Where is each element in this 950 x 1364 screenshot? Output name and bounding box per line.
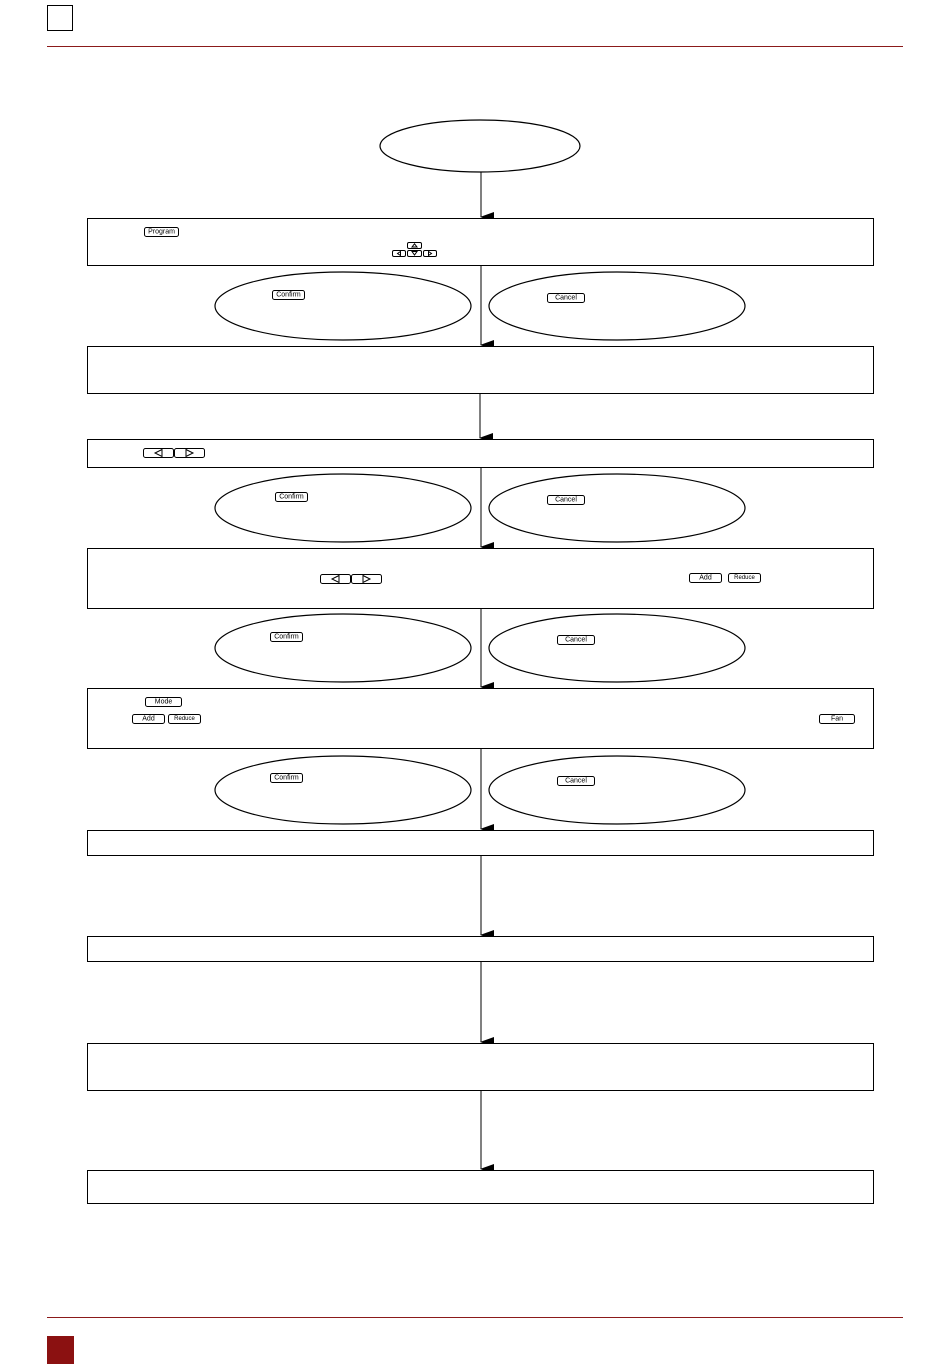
page-badge	[47, 1336, 74, 1364]
cancel-branch-oval-1	[489, 272, 745, 340]
confirm-button-1[interactable]	[273, 291, 305, 300]
confirm-button-3[interactable]	[271, 633, 303, 642]
step-box-6	[88, 831, 874, 856]
fan-button[interactable]	[820, 715, 855, 724]
cancel-branch-oval-3	[489, 614, 745, 682]
confirm-button-label: Confirm	[274, 774, 299, 782]
reduce-button-1[interactable]	[729, 574, 761, 583]
confirm-button-4[interactable]	[271, 774, 303, 783]
cancel-button-label: Cancel	[555, 496, 577, 504]
add-button-label: Add	[699, 574, 712, 582]
cancel-button-4[interactable]	[558, 777, 595, 786]
confirm-branch-oval-3	[215, 614, 471, 682]
add-button-label: Add	[142, 715, 155, 723]
mode-button[interactable]	[146, 698, 182, 707]
footer-rule	[47, 1317, 903, 1318]
confirm-branch-oval-2	[215, 474, 471, 542]
cancel-button-label: Cancel	[555, 294, 577, 302]
cancel-button-2[interactable]	[548, 496, 585, 505]
step-box-5	[88, 689, 874, 749]
confirm-branch-oval-1	[215, 272, 471, 340]
add-button-1[interactable]	[690, 574, 722, 583]
program-button-label: Program	[148, 228, 175, 236]
reduce-button-label: Reduce	[734, 575, 755, 581]
mode-button-label: Mode	[154, 698, 173, 706]
confirm-button-2[interactable]	[276, 493, 308, 502]
confirm-button-label: Confirm	[274, 633, 299, 641]
cancel-button-3[interactable]	[558, 636, 595, 645]
start-oval	[380, 120, 580, 172]
step-box-1	[88, 219, 874, 266]
cancel-branch-oval-2	[489, 474, 745, 542]
step-box-7	[88, 937, 874, 962]
step-box-9	[88, 1171, 874, 1204]
reduce-button-2[interactable]	[169, 715, 201, 724]
step-box-3	[88, 440, 874, 468]
confirm-button-label: Confirm	[276, 291, 301, 299]
step-box-2	[88, 347, 874, 394]
fan-button-label: Fan	[830, 715, 844, 723]
step-box-8	[88, 1044, 874, 1091]
cancel-branch-oval-4	[489, 756, 745, 824]
add-button-2[interactable]	[133, 715, 165, 724]
confirm-branch-oval-4	[215, 756, 471, 824]
confirm-button-label: Confirm	[279, 493, 304, 501]
cancel-button-label: Cancel	[565, 636, 587, 644]
program-button[interactable]	[145, 228, 179, 237]
cancel-button-1[interactable]	[548, 294, 585, 303]
cancel-button-label: Cancel	[565, 777, 587, 785]
reduce-button-label: Reduce	[174, 716, 195, 722]
